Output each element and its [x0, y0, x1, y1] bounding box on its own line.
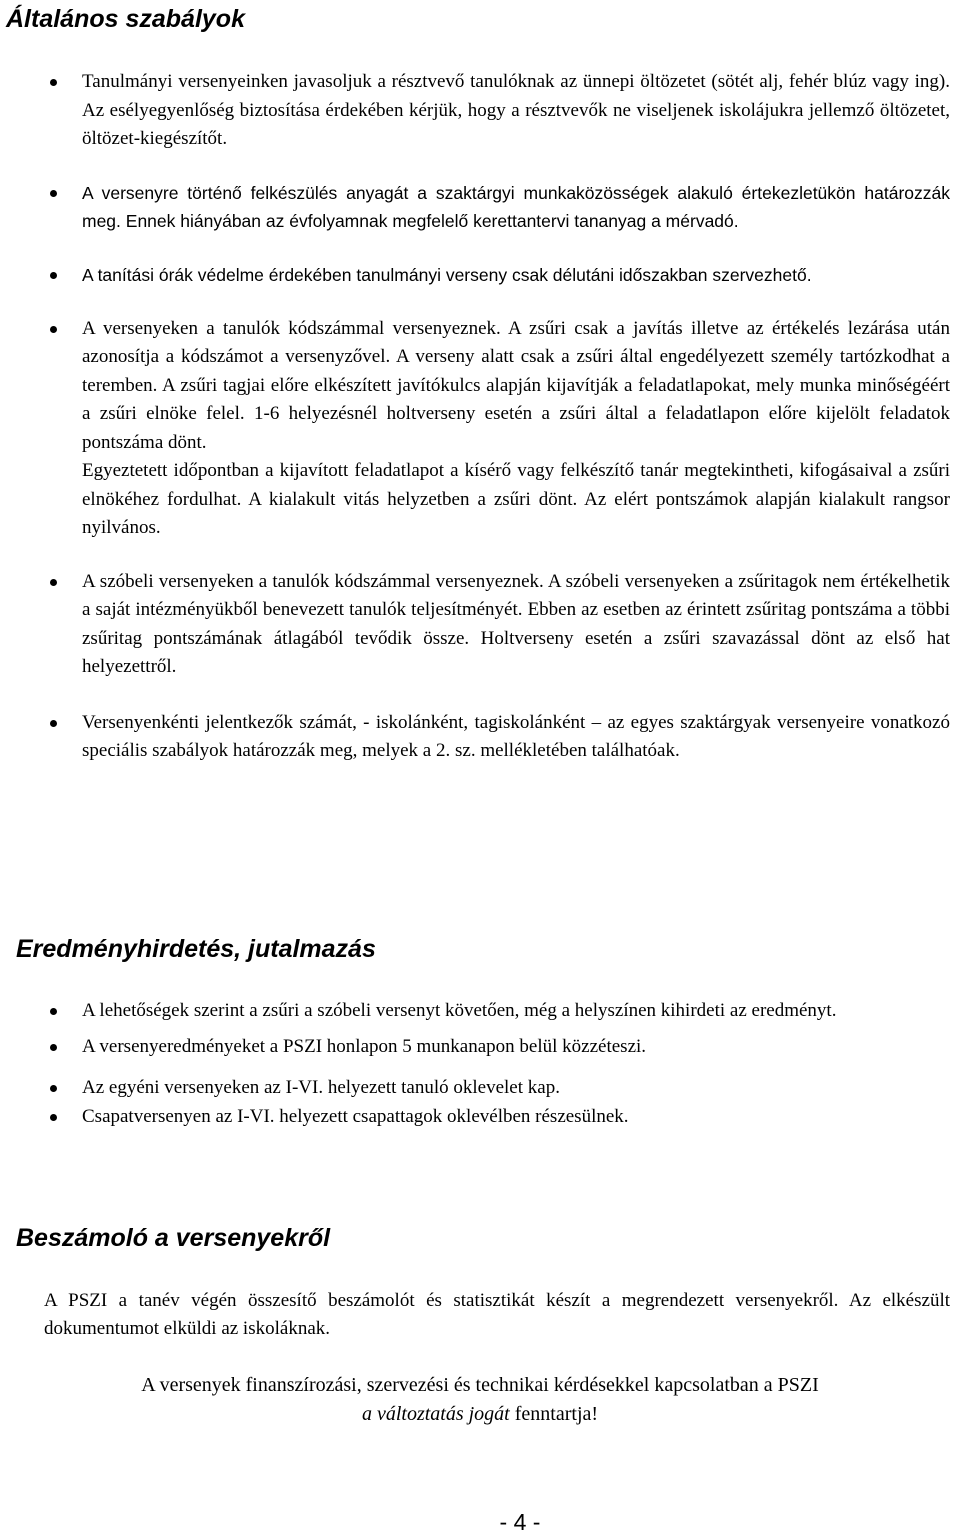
list-item: Az egyéni versenyeken az I-VI. helyezett tanuló oklevelet kap.	[0, 1074, 960, 1102]
general-rules-list	[0, 68, 960, 792]
closing-note-emphasis: a változtatás jogát	[361, 1403, 510, 1425]
section-title-results: Eredményhirdetés, jutalmazás	[16, 935, 376, 963]
report-paragraph: A PSZI a tanév végén összesítő beszámolót és statisztikát készít a megrendezett versenyekről. Az elkészült dokumentumot elküldi az iskoláknak.	[44, 1290, 950, 1339]
closing-note-line: A versenyek finanszírozási, szervezési és technikai kérdésekkel kapcsolatban a PSZI	[141, 1374, 819, 1396]
list-item-paragraph: Egyeztetett időpontban a kijavított feladatlapot a kísérő vagy felkészítő tanár megtekintheti, kifogásaival a zsűri elnökéhez fordulhat. A kialakult vitás helyzetben a zsűri dönt. Az elért pontszámok alapján kialakult rangsor nyilvános.	[82, 460, 950, 538]
closing-note	[0, 1371, 960, 1429]
list-item: Versenyenkénti jelentkezők számát, - iskolánként, tagiskolánként – az egyes szaktárgyak versenyeire vonatkozó speciális szabályok határozzák meg, melyek a 2. sz. mellékletében találhatóak.	[0, 709, 960, 766]
results-list	[0, 997, 960, 1131]
page-number: - 4 -	[499, 1509, 541, 1535]
list-item	[0, 315, 960, 543]
section-title-general-rules: Általános szabályok	[6, 5, 245, 33]
list-item: A versenyre történő felkészülés anyagát a szaktárgyi munkaközösségek alakuló értekezletükön határozzák meg. Ennek hiányában az évfolyamnak megfelelő kerettantervi tananyag a mérvadó.	[0, 179, 960, 235]
section-title-report: Beszámoló a versenyekről	[16, 1224, 331, 1252]
list-item: A szóbeli versenyeken a tanulók kódszámmal versenyeznek. A szóbeli versenyeken a zsűritagok nem értékelhetik a saját intézményükből benevezett tanulók teljesítményét. Ebben az esetben az érintett zsűritag pontszáma a többi zsűritag pontszámának átlagából tevődik össze. Holtverseny esetén a zsűri szavazással dönt az első hat helyezettről.	[0, 568, 960, 682]
list-item: A versenyeredményeket a PSZI honlapon 5 munkanapon belül közzéteszi.	[0, 1033, 960, 1061]
list-item: Csapatversenyen az I-VI. helyezett csapattagok oklevélben részesülnek.	[0, 1103, 960, 1131]
list-item: A tanítási órák védelme érdekében tanulmányi verseny csak délutáni időszakban szervezhető.	[0, 261, 960, 289]
list-item: A lehetőségek szerint a zsűri a szóbeli versenyt követően, még a helyszínen kihirdeti az eredményt.	[0, 997, 960, 1025]
list-item-paragraph: A versenyeken a tanulók kódszámmal versenyeznek. A zsűri csak a javítás illetve az értékelés lezárása után azonosítja a kódszámot a versenyzővel. A verseny alatt csak a zsűri által engedélyezett személy tartózkodhat a teremben. A zsűri tagjai előre elkészített javítókulcs alapján kijavítják a feladatlapokat, mely munka minőségéért a zsűri elnöke felel. 1-6 helyezésnél holtverseny esetén a zsűri által a feladatlapon előre kijelölt feladatok pontszáma dönt.	[82, 317, 950, 453]
closing-note-line	[0, 1400, 960, 1429]
closing-note-rest: fenntartja!	[509, 1403, 599, 1425]
list-item: Tanulmányi versenyeinken javasoljuk a résztvevő tanulóknak az ünnepi öltözetet (sötét alj, fehér blúz vagy ing). Az esélyegyenlőség biztosítása érdekében kérjük, hogy a résztvevők ne viseljenek iskolájukra jellemző öltözetet, öltözet-kiegészítőt.	[0, 68, 960, 154]
